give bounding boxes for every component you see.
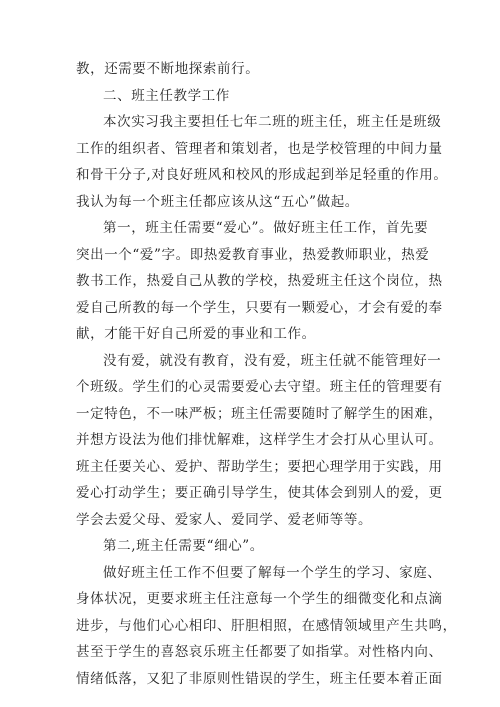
text-line: 没有爱，就没有教育，没有爱，班主任就不能管理好一 <box>103 352 442 369</box>
text-line: 个班级。学生们的心灵需要爱心去守望。班主任的管理要有 <box>76 379 443 395</box>
text-line: 献，才能干好自己所爱的事业和工作。 <box>76 326 316 342</box>
text-line: 做好班主任工作不但要了解每一个学生的学习、家庭、 <box>103 564 442 581</box>
text-line: 爱心打动学生；要正确引导学生，使其体会到别人的爱，更 <box>76 485 443 501</box>
text-line: 教，还需要不断地探索前行。 <box>76 61 260 77</box>
text-line: 第二,班主任需要“细心”。 <box>103 538 264 554</box>
text-line: 我认为每一个班主任都应该从这“五心”做起。 <box>76 193 359 210</box>
text-line: 本次实习我主要担任七年二班的班主任，班主任是班级 <box>103 114 442 130</box>
text-line: 学会去爱父母、爱家人、爱同学、爱老师等等。 <box>76 511 373 528</box>
text-line: 进步，与他们心心相印、肝胆相照，在感情领域里产生共鸣， <box>76 617 457 634</box>
text-line: 班主任要关心、爱护、帮助学生；要把心理学用于实践，用 <box>76 458 443 475</box>
text-line: 第一，班主任需要“爱心”。做好班主任工作，首先要 <box>103 220 429 236</box>
text-line: 甚至于学生的喜怒哀乐班主任都要了如指掌。对性格内向、 <box>76 644 443 660</box>
section-heading: 二、班主任教学工作 <box>103 87 230 104</box>
document-page <box>76 56 457 692</box>
text-line: 突出一个“爱”字。即热爱教育事业，热爱教师职业，热爱 <box>76 246 430 263</box>
text-line: 教书工作，热爱自己从教的学校，热爱班主任这个岗位，热 <box>76 273 443 289</box>
text-line: 情绪低落，又犯了非原则性错误的学生，班主任要本着正面 <box>76 670 443 687</box>
text-line: 身体状况，更要求班主任注意每一个学生的细微变化和点滴 <box>76 591 443 607</box>
text-line: 一定特色，不一味严板；班主任需要随时了解学生的困难， <box>76 405 443 422</box>
text-line: 并想方设法为他们排忧解难，这样学生才会打从心里认可。 <box>76 432 443 448</box>
text-line: 工作的组织者、管理者和策划者，也是学校管理的中间力量 <box>76 140 443 157</box>
text-line: 爱自己所教的每一个学生，只要有一颗爱心，才会有爱的奉 <box>76 299 443 316</box>
text-line: 和骨干分子,对良好班风和校风的形成起到举足轻重的作用。 <box>76 167 448 183</box>
